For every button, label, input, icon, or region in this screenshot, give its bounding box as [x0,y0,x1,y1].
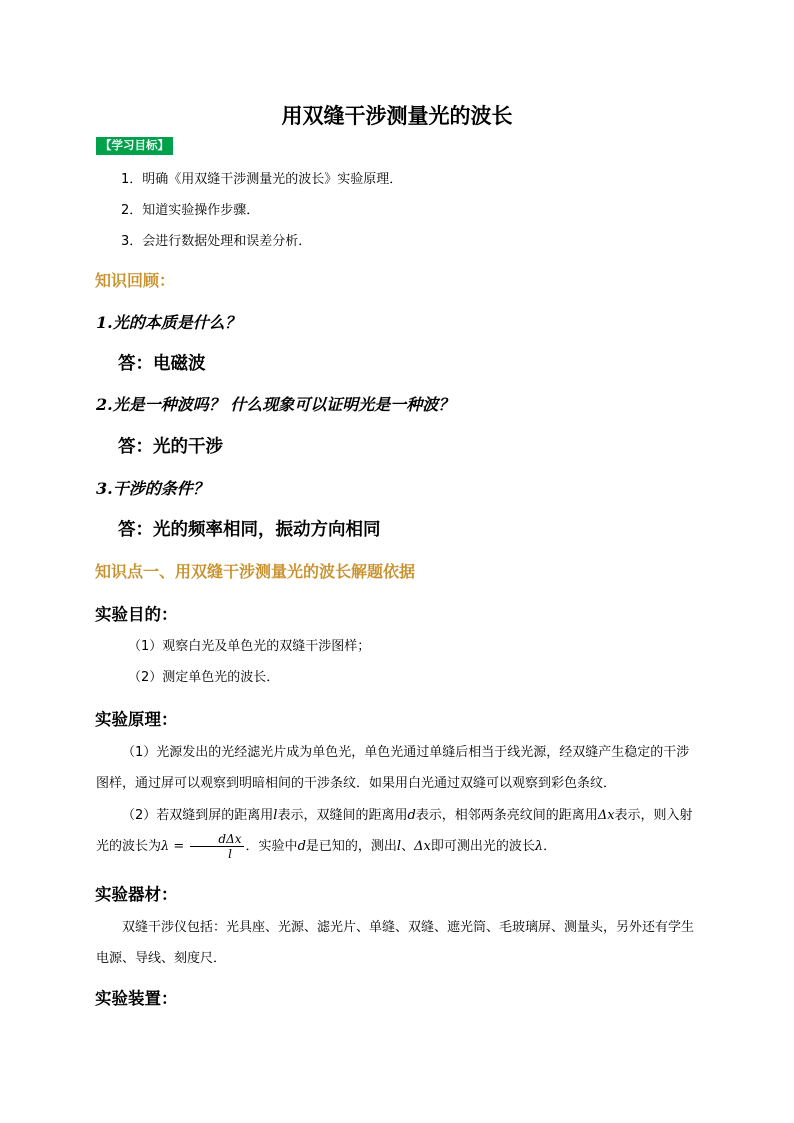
review-answer: 答：光的干涉 [118,437,223,457]
review-question: 1.光的本质是什么？ [96,313,241,332]
purpose-item: （2）测定单色光的波长． [128,670,280,685]
principle-paragraph-2: （2）若双缝到屏的距离用l表示，双缝间的距离用d表示，相邻两条亮纹间的距离用Δx表示，则入射光的波长为λ = $\frac{\text{dΔx}}{l}$ ．实验中d是已知的，测出l、Δx即可测出光的波长λ． [96,808,693,861]
review-answer: 答：光的频率相同，振动方向相同 [118,520,381,540]
purpose-heading: 实验目的： [95,605,178,624]
equipment-paragraph: 双缝干涉仪包括：光具座、光源、滤光片、单缝、双缝、遮光筒、毛玻璃屏、测量头，另外还有学生电源、导线、刻度尺． [96,920,695,966]
knowledge-point-heading: 知识点一、用双缝干涉测量光的波长解题依据 [95,562,416,581]
page-title: 用双缝干涉测量光的波长 [281,103,513,128]
review-heading: 知识回顾： [95,271,176,290]
principle-heading: 实验原理： [95,710,178,729]
review-question: 3.干涉的条件？ [96,479,209,498]
equipment-heading: 实验器材： [95,885,178,904]
review-question: 2.光是一种波吗？ 什么现象可以证明光是一种波？ [96,395,455,414]
principle-paragraph-1: （1）光源发出的光经滤光片成为单色光，单色光通过单缝后相当于线光源，经双缝产生稳定的干涉图样，通过屏可以观察到明暗相间的干涉条纹．如果用白光通过双缝可以观察到彩色条纹． [96,745,690,791]
learning-goals-badge: 【学习目标】 [96,137,173,155]
review-answer: 答：电磁波 [118,354,206,374]
goal-item: 1．明确《用双缝干涉测量光的波长》实验原理． [121,172,403,187]
purpose-item: （1）观察白光及单色光的双缝干涉图样； [128,639,371,654]
goal-item: 2．知道实验操作步骤． [121,203,260,218]
wavelength-formula: $\frac{\text{dΔx}}{l}$ [190,832,243,861]
apparatus-heading: 实验装置： [95,989,178,1008]
goal-item: 3．会进行数据处理和误差分析． [121,234,312,249]
